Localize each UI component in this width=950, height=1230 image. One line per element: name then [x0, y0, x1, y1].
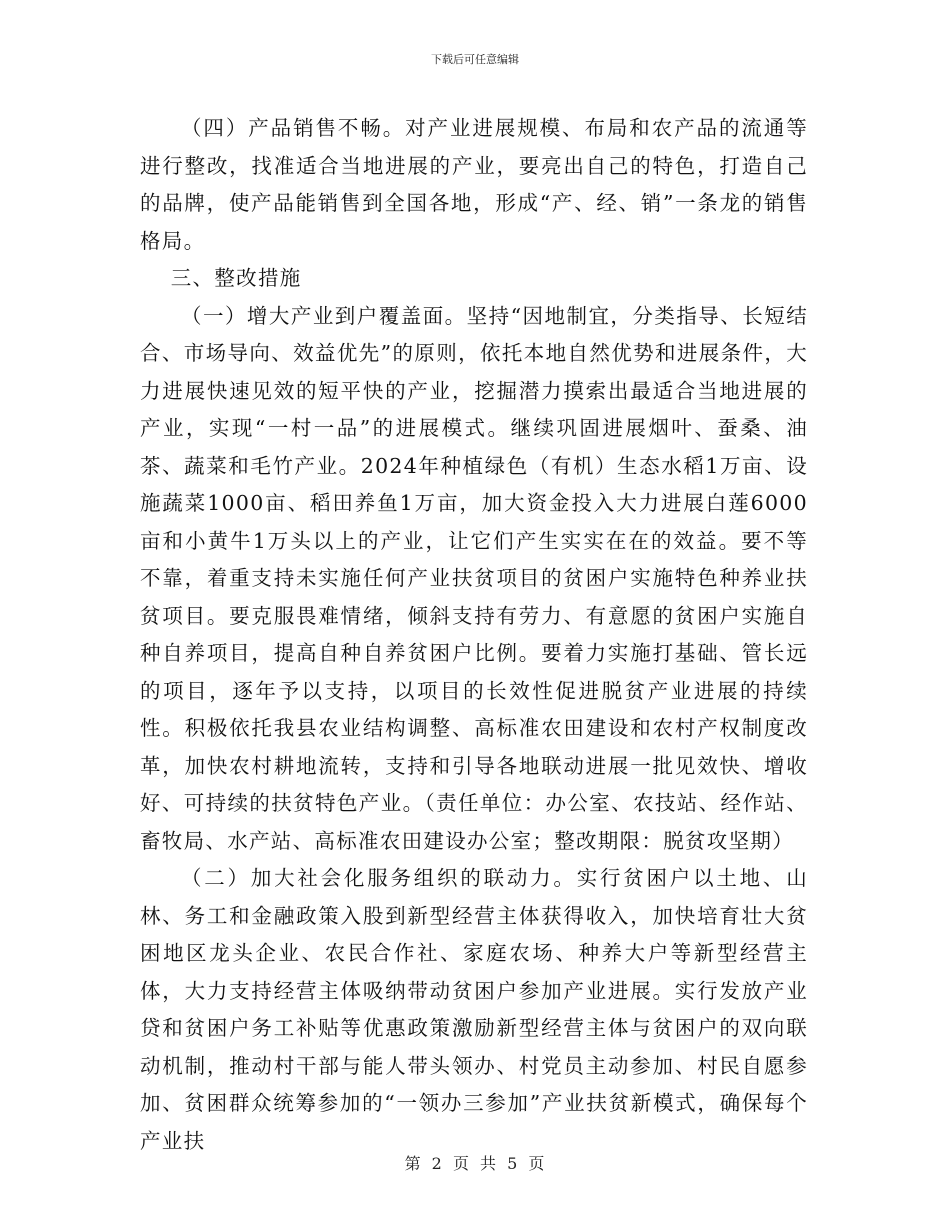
page-footer: 第 2 页 共 5 页 — [404, 1154, 546, 1173]
page-header: 下载后可任意编辑 — [431, 53, 519, 66]
document-body — [140, 110, 808, 1160]
section-heading-measures: 三、整改措施 — [170, 266, 302, 290]
paragraph-product-sales: （四）产品销售不畅。对产业进展规模、布局和农产品的流通等进行整改，找准适合当地进展的产业，要亮出自己的特色，打造自己的品牌，使产品能销售到全国各地，形成“产、经、销”一条龙的销售格局。 — [140, 116, 808, 253]
paragraph-social-service: （二）加大社会化服务组织的联动力。实行贫困户以土地、山林、务工和金融政策入股到新型经营主体获得收入，加快培育壮大贫困地区龙头企业、农民合作社、家庭农场、种养大户等新型经营主体，大力支持经营主体吸纳带动贫困户参加产业进展。实行发放产业贷和贫困户务工补贴等优惠政策激励新型经营主体与贫困户的双向联动机制，推动村干部与能人带头领办、村党员主动参加、村民自愿参加、贫困群众统筹参加的“一领办三参加”产业扶贫新模式，确保每个产业扶 — [140, 866, 808, 1153]
paragraph-industry-coverage: （一）增大产业到户覆盖面。坚持“因地制宜，分类指导、长短结合、市场导向、效益优先”的原则，依托本地自然优势和进展条件，大力进展快速见效的短平快的产业，挖掘潜力摸索出最适合当地进展的产业，实现“一村一品”的进展模式。继续巩固进展烟叶、蚕桑、油茶、蔬菜和毛竹产业。2024年种植绿色（有机）生态水稻1万亩、设施蔬菜1000亩、稻田养鱼1万亩，加大资金投入大力进展白莲6000亩和小黄牛1万头以上的产业，让它们产生实实在在的效益。要不等不靠，着重支持未实施任何产业扶贫项目的贫困户实施特色种养业扶贫项目。要克服畏难情绪，倾斜支持有劳力、有意愿的贫困户实施自种自养项目，提高自种自养贫困户比例。要着力实施打基础、管长远的项目，逐年予以支持，以项目的长效性促进脱贫产业进展的持续性。积极依托我县农业结构调整、高标准农田建设和农村产权制度改革，加快农村耕地流转，支持和引导各地联动进展一批见效快、增收好、可持续的扶贫特色产业。（责任单位：办公室、农技站、经作站、畜牧局、水产站、高标准农田建设办公室；整改期限：脱贫攻坚期） — [140, 303, 808, 853]
